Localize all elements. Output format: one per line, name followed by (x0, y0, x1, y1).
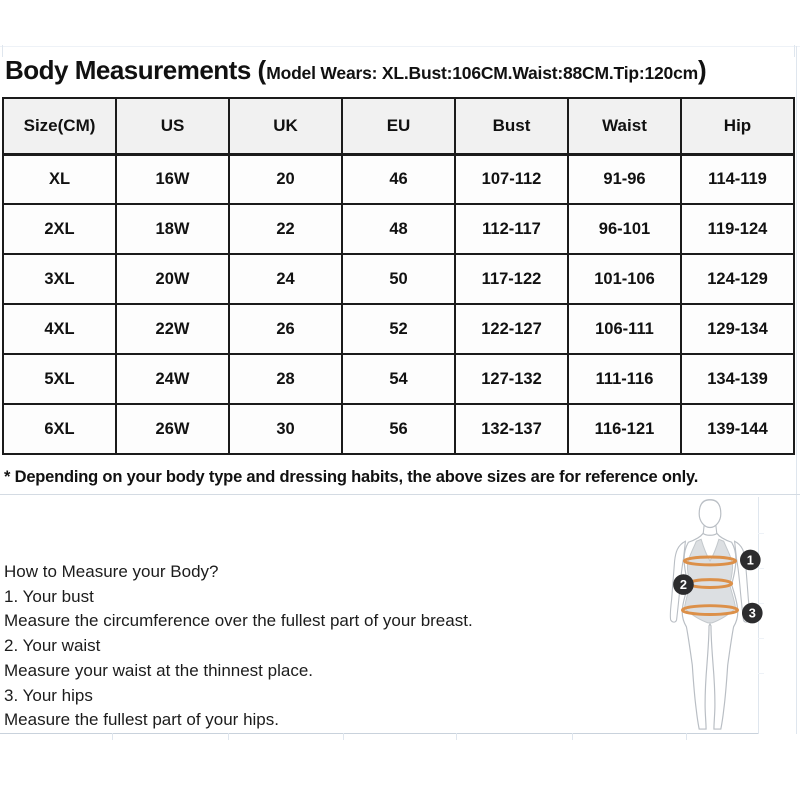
table-cell: 22W (116, 304, 229, 354)
grid-line (0, 46, 800, 47)
table-cell: 116-121 (568, 404, 681, 454)
column-header-bust: Bust (455, 98, 568, 154)
grid-tick (228, 733, 229, 740)
table-cell: 18W (116, 204, 229, 254)
table-cell: 101-106 (568, 254, 681, 304)
table-cell: 139-144 (681, 404, 794, 454)
step-instruction: Measure the circumference over the fullest part of your breast. (4, 611, 473, 631)
table-row (3, 254, 794, 304)
badge-2-label: 2 (679, 576, 688, 592)
grid-line (0, 733, 758, 734)
table-row (3, 354, 794, 404)
grid-tick (794, 45, 795, 57)
table-cell: 20 (229, 154, 342, 204)
paren-open: ( (257, 55, 267, 85)
paren-close: ) (697, 55, 707, 85)
column-header-waist: Waist (568, 98, 681, 154)
table-cell: 122-127 (455, 304, 568, 354)
table-cell: 4XL (3, 304, 116, 354)
table-cell: 20W (116, 254, 229, 304)
column-header-us: US (116, 98, 229, 154)
badge-3-label: 3 (748, 605, 756, 621)
table-cell: 96-101 (568, 204, 681, 254)
table-cell: 124-129 (681, 254, 794, 304)
grid-line (796, 46, 797, 734)
table-cell: 111-116 (568, 354, 681, 404)
table-cell: 30 (229, 404, 342, 454)
table-cell: 106-111 (568, 304, 681, 354)
table-row (3, 304, 794, 354)
table-cell: 26 (229, 304, 342, 354)
table-cell: 134-139 (681, 354, 794, 404)
table-cell: 114-119 (681, 154, 794, 204)
step-instruction: Measure the fullest part of your hips. (4, 710, 279, 730)
table-cell: 56 (342, 404, 455, 454)
table-cell: 24 (229, 254, 342, 304)
reference-note: * Depending on your body type and dressing habits, the above sizes are for reference only. (4, 468, 699, 486)
grid-tick (686, 733, 687, 740)
divider-line (0, 494, 800, 495)
measure-guide-heading: How to Measure your Body? (4, 562, 219, 581)
grid-tick (343, 733, 344, 740)
step-label: 2. Your waist (4, 636, 101, 656)
measure-guide (4, 560, 473, 733)
table-cell: 22 (229, 204, 342, 254)
grid-tick (572, 733, 573, 740)
page-title-details: Model Wears: XL.Bust:106CM.Waist:88CM.Tip:120cm (266, 63, 698, 83)
page-title-main: Body Measurements (5, 55, 258, 85)
grid-tick (2, 45, 3, 57)
table-cell: 132-137 (455, 404, 568, 454)
header-row (3, 98, 794, 154)
table-cell: 6XL (3, 404, 116, 454)
column-header-eu: EU (342, 98, 455, 154)
table-cell: 28 (229, 354, 342, 404)
table-cell: 3XL (3, 254, 116, 304)
table-row (3, 404, 794, 454)
table-cell: 24W (116, 354, 229, 404)
table-cell: 107-112 (455, 154, 568, 204)
table-cell: 54 (342, 354, 455, 404)
table-row (3, 154, 794, 204)
table-cell: 91-96 (568, 154, 681, 204)
figure-head (699, 500, 721, 528)
badge-1-label: 1 (746, 552, 754, 568)
size-chart-table (2, 97, 795, 455)
table-cell: 112-117 (455, 204, 568, 254)
table-cell: 2XL (3, 204, 116, 254)
step-instruction: Measure your waist at the thinnest place. (4, 660, 313, 680)
table-cell: 119-124 (681, 204, 794, 254)
table-cell: 48 (342, 204, 455, 254)
table-cell: 46 (342, 154, 455, 204)
table-cell: 52 (342, 304, 455, 354)
table-cell: 5XL (3, 354, 116, 404)
table-cell: XL (3, 154, 116, 204)
body-figure (650, 498, 770, 734)
table-cell: 16W (116, 154, 229, 204)
column-header-hip: Hip (681, 98, 794, 154)
table-row (3, 204, 794, 254)
grid-tick (456, 733, 457, 740)
table-cell: 26W (116, 404, 229, 454)
grid-tick (112, 733, 113, 740)
table-cell: 117-122 (455, 254, 568, 304)
step-label: 1. Your bust (4, 586, 94, 606)
table-cell: 50 (342, 254, 455, 304)
step-label: 3. Your hips (4, 685, 93, 705)
column-header-uk: UK (229, 98, 342, 154)
column-header-size: Size(CM) (3, 98, 116, 154)
table-cell: 129-134 (681, 304, 794, 354)
table-cell: 127-132 (455, 354, 568, 404)
page-title (5, 55, 707, 86)
